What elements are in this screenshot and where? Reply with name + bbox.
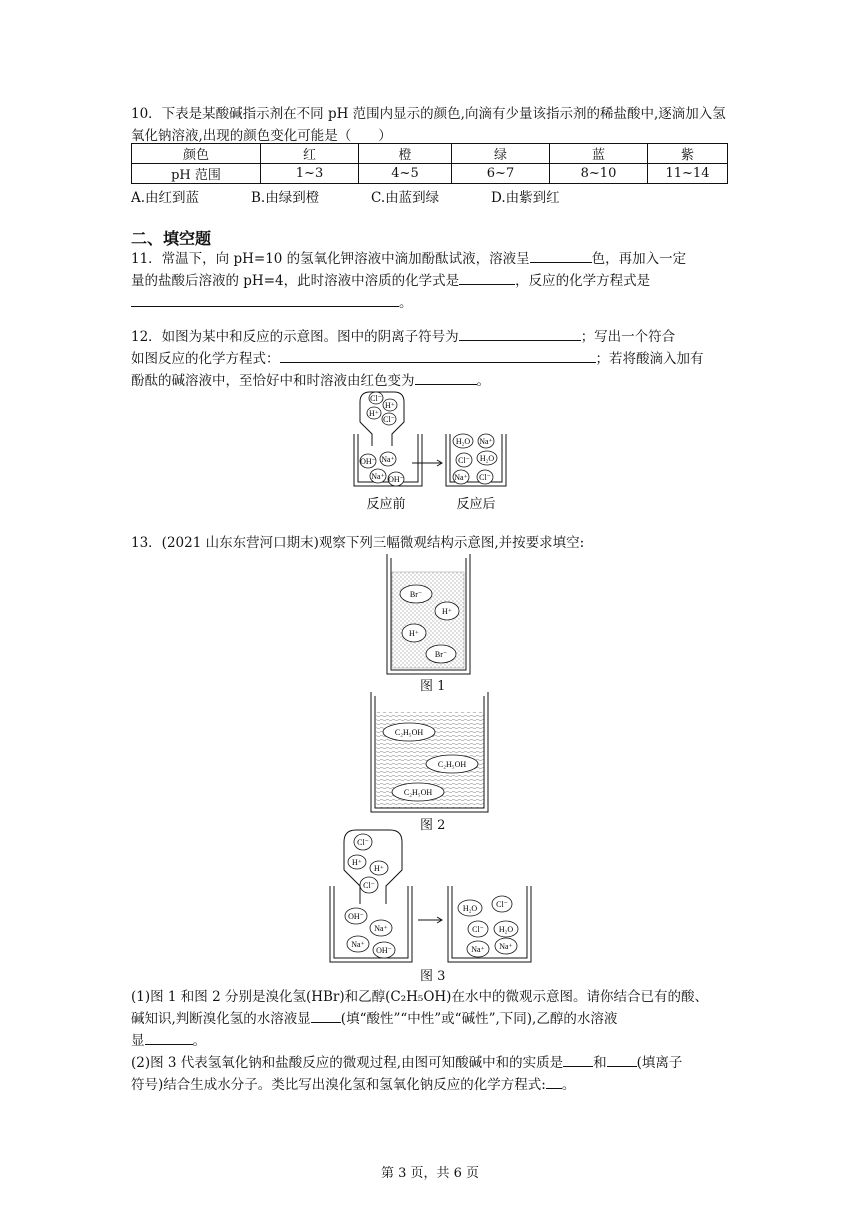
ion-cl: Cl⁻ xyxy=(370,394,382,403)
ion-oh: OH⁻ xyxy=(348,912,364,921)
q11-line1: 11．常温下，向 pH=10 的氢氧化钾溶液中滴加酚酞试液，溶液呈 色，再加入一定 xyxy=(131,248,731,270)
q10-text: 10．下表是某酸碱指示剂在不同 pH 范围内显示的颜色,向滴有少量该指示剂的稀盐酸中,逐滴加入氢氧化钠溶液,出现的颜色变化可能是（ ） xyxy=(131,106,726,144)
table-cell: 绿 xyxy=(452,144,550,164)
ion-na: Na⁺ xyxy=(479,437,493,446)
ph-color-table xyxy=(131,143,728,184)
table-row xyxy=(132,144,728,164)
ion-cl: Cl⁻ xyxy=(458,456,470,465)
ion-h: H⁺ xyxy=(369,409,379,418)
ion-na: Na⁺ xyxy=(374,924,388,933)
q11-line3: 。 xyxy=(131,292,731,314)
ion-h: H⁺ xyxy=(409,629,419,638)
fig2-caption: 图 2 xyxy=(420,818,446,833)
fig1-caption: 图 1 xyxy=(420,679,446,694)
molecule-ethanol: C₂H₅OH xyxy=(437,760,467,769)
table-cell: 8~10 xyxy=(550,164,648,184)
figure-3 xyxy=(326,828,536,966)
option-c: C.由蓝到绿 xyxy=(371,190,440,206)
q13-sub1-line1: (1)图 1 和图 2 分别是溴化氢(HBr)和乙醇(C₂H₅OH)在水中的微观示意图。请你结合已有的酸、 xyxy=(131,989,708,1005)
q13-sub2-line1: (2)图 3 代表氢氧化钠和盐酸反应的微观过程,由图可知酸碱中和的实质是 和 (填离子 xyxy=(131,1052,735,1074)
ion-na: Na⁺ xyxy=(381,455,395,464)
table-cell: 颜色 xyxy=(132,144,261,164)
table-cell: 红 xyxy=(261,144,359,164)
ion-na: Na⁺ xyxy=(471,945,485,954)
q12-line2: 如图反应的化学方程式： ；若将酸滴入加有 xyxy=(131,348,731,370)
table-row xyxy=(132,164,728,184)
ion-cl: Cl⁻ xyxy=(357,838,369,847)
ion-h: H⁺ xyxy=(374,864,384,873)
option-d: D.由紫到红 xyxy=(491,190,560,206)
table-cell: 紫 xyxy=(648,144,728,164)
ion-oh: OH⁻ xyxy=(388,475,404,484)
q13-sub1-line2: 碱知识,判断溴化氢的水溶液显 (填“酸性”“中性”或“碱性”,下同),乙醇的水溶液 xyxy=(131,1008,735,1030)
ion-oh: OH⁻ xyxy=(360,457,376,466)
ion-br: Br⁻ xyxy=(434,650,448,659)
ion-na: Na⁺ xyxy=(499,942,513,951)
label-before: 反应前 xyxy=(366,496,406,511)
q13-sub2 xyxy=(131,1052,735,1096)
table-cell: 橙 xyxy=(359,144,452,164)
molecule-ethanol: C₂H₅OH xyxy=(403,788,433,797)
ion-h: H⁺ xyxy=(352,858,362,867)
beaker-after xyxy=(448,886,531,962)
q12-line1: 12．如图为某中和反应的示意图。图中的阴离子符号为 ；写出一个符合 xyxy=(131,326,731,348)
q13-intro: 13．(2021 山东东营河口期末)观察下列三幅微观结构示意图,并按要求填空: xyxy=(131,535,585,551)
ion-br: Br⁻ xyxy=(409,590,423,599)
ion-cl: Cl⁻ xyxy=(383,415,395,424)
q11-line2: 量的盐酸后溶液的 pH=4，此时溶液中溶质的化学式是 ，反应的化学方程式是 xyxy=(131,270,731,292)
label-after: 反应后 xyxy=(456,496,496,511)
table-cell: 11~14 xyxy=(648,164,728,184)
q13-sub1 xyxy=(131,986,735,1052)
ion-cl: Cl⁻ xyxy=(472,925,484,934)
ion-h: H⁺ xyxy=(385,401,395,410)
figure-1 xyxy=(380,552,480,676)
molecule-h2o: H₂O xyxy=(498,925,514,934)
table-cell: 6~7 xyxy=(452,164,550,184)
arrow xyxy=(412,460,442,466)
q12-line3: 酚酞的碱溶液中，至恰好中和时溶液由红色变为 。 xyxy=(131,370,731,392)
q12-diagram xyxy=(350,388,520,516)
option-b: B.由绿到橙 xyxy=(251,190,320,206)
table-cell: 4~5 xyxy=(359,164,452,184)
ion-cl: Cl⁻ xyxy=(496,900,508,909)
arrow xyxy=(418,917,442,923)
table-cell: 蓝 xyxy=(550,144,648,164)
molecule-h2o: H₂O xyxy=(462,904,478,913)
ion-h: H⁺ xyxy=(442,607,452,616)
molecule-h2o: H₂O xyxy=(479,454,495,463)
table-cell: pH 范围 xyxy=(132,164,261,184)
page-footer: 第 3 页，共 6 页 xyxy=(380,1166,480,1181)
q13-sub1-line3: 显 。 xyxy=(131,1030,735,1052)
option-a: A.由红到蓝 xyxy=(131,190,200,206)
ion-na: Na⁺ xyxy=(351,940,365,949)
molecule-h2o: H₂O xyxy=(455,437,471,446)
ion-cl: Cl⁻ xyxy=(363,881,375,890)
fig3-caption: 图 3 xyxy=(420,969,446,984)
q12 xyxy=(131,326,731,392)
ion-oh: OH⁻ xyxy=(376,946,392,955)
table-cell: 1~3 xyxy=(261,164,359,184)
figure-2 xyxy=(368,690,492,814)
ion-na: Na⁺ xyxy=(371,472,385,481)
q13-sub2-line2: 符号)结合生成水分子。类比写出溴化氢和氢氧化钠反应的化学方程式: 。 xyxy=(131,1074,735,1096)
ion-cl: Cl⁻ xyxy=(479,473,491,482)
molecule-ethanol: C₂H₅OH xyxy=(394,728,424,737)
q11 xyxy=(131,248,731,314)
ion-na: Na⁺ xyxy=(454,473,468,482)
section-title: 二、填空题 xyxy=(131,229,212,248)
